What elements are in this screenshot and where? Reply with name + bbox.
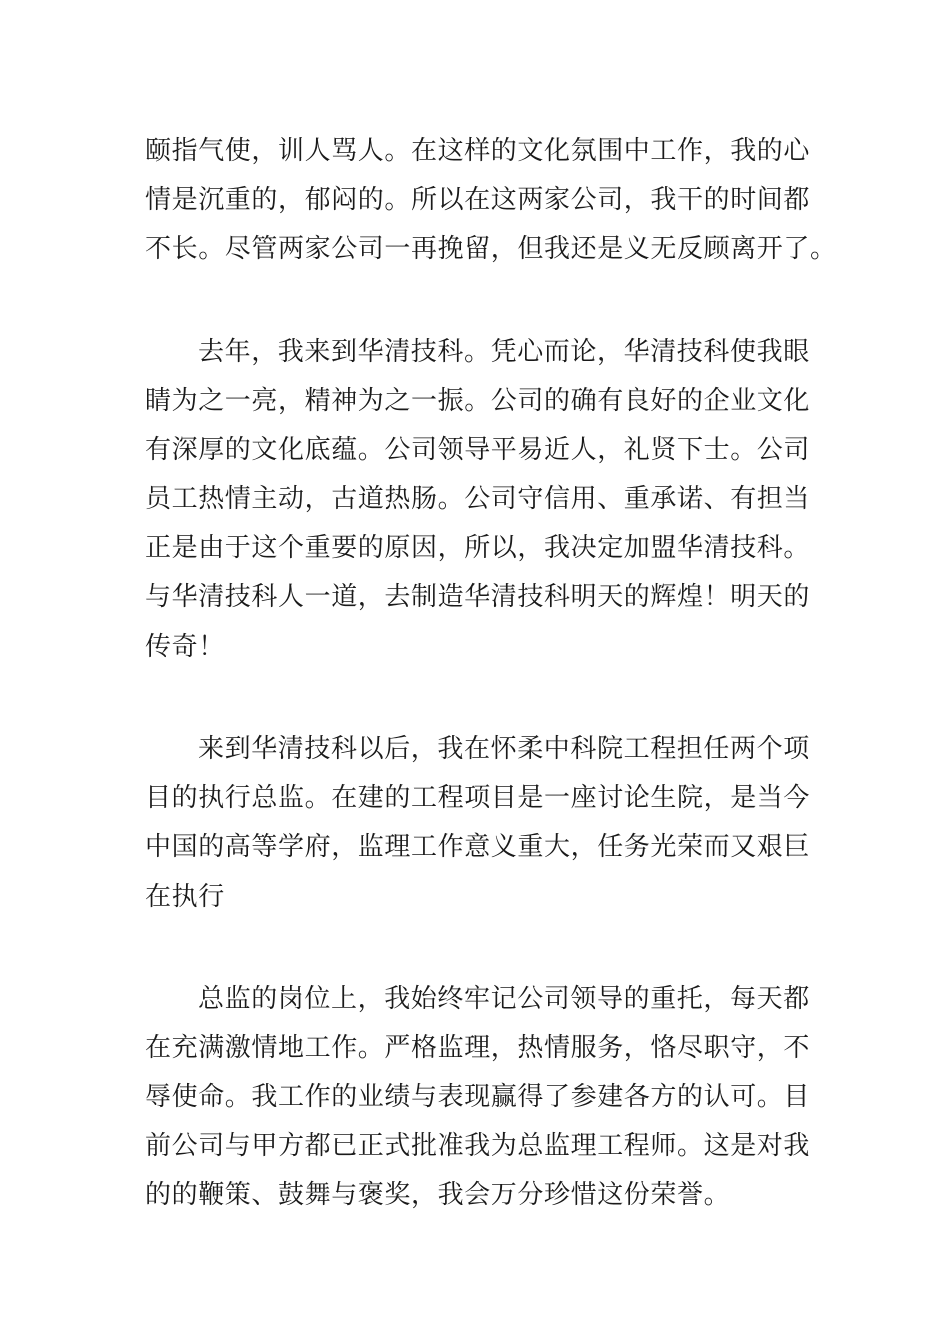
- paragraph-line: 不长。尽管两家公司一再挽留，但我还是义无反顾离开了。: [145, 234, 837, 264]
- paragraph-line: 有深厚的文化底蕴。公司领导平易近人，礼贤下士。公司: [145, 435, 811, 465]
- paragraph-line: 总监的岗位上，我始终牢记公司领导的重托，每天都: [198, 984, 810, 1014]
- paragraph-line: 在执行: [145, 882, 225, 912]
- paragraph-line: 正是由于这个重要的原因，所以，我决定加盟华清技科。: [145, 533, 811, 563]
- paragraph-line: 前公司与甲方都已正式批准我为总监理工程师。这是对我: [145, 1131, 811, 1161]
- paragraph-line: 的的鞭策、鼓舞与褒奖，我会万分珍惜这份荣誉。: [145, 1180, 731, 1210]
- paragraph-line: 中国的高等学府，监理工作意义重大，任务光荣而又艰巨: [145, 832, 811, 862]
- paragraph-line: 睛为之一亮，精神为之一振。公司的确有良好的企业文化: [145, 386, 811, 416]
- paragraph-line: 情是沉重的，郁闷的。所以在这两家公司，我干的时间都: [145, 185, 811, 215]
- paragraph-line: 辱使命。我工作的业绩与表现赢得了参建各方的认可。目: [145, 1082, 811, 1112]
- paragraph-line: 传奇！: [145, 632, 225, 662]
- paragraph-line: 去年，我来到华清技科。凭心而论，华清技科使我眼: [198, 337, 810, 367]
- paragraph-line: 员工热情主动，古道热肠。公司守信用、重承诺、有担当: [145, 484, 811, 514]
- paragraph-line: 来到华清技科以后，我在怀柔中科院工程担任两个项: [198, 734, 810, 764]
- paragraph-line: 目的执行总监。在建的工程项目是一座讨论生院，是当今: [145, 783, 811, 813]
- paragraph-line: 与华清技科人一道，去制造华清技科明天的辉煌！明天的: [145, 582, 811, 612]
- paragraph-line: 颐指气使，训人骂人。在这样的文化氛围中工作，我的心: [145, 136, 811, 166]
- paragraph-line: 在充满激情地工作。严格监理，热情服务，恪尽职守，不: [145, 1033, 811, 1063]
